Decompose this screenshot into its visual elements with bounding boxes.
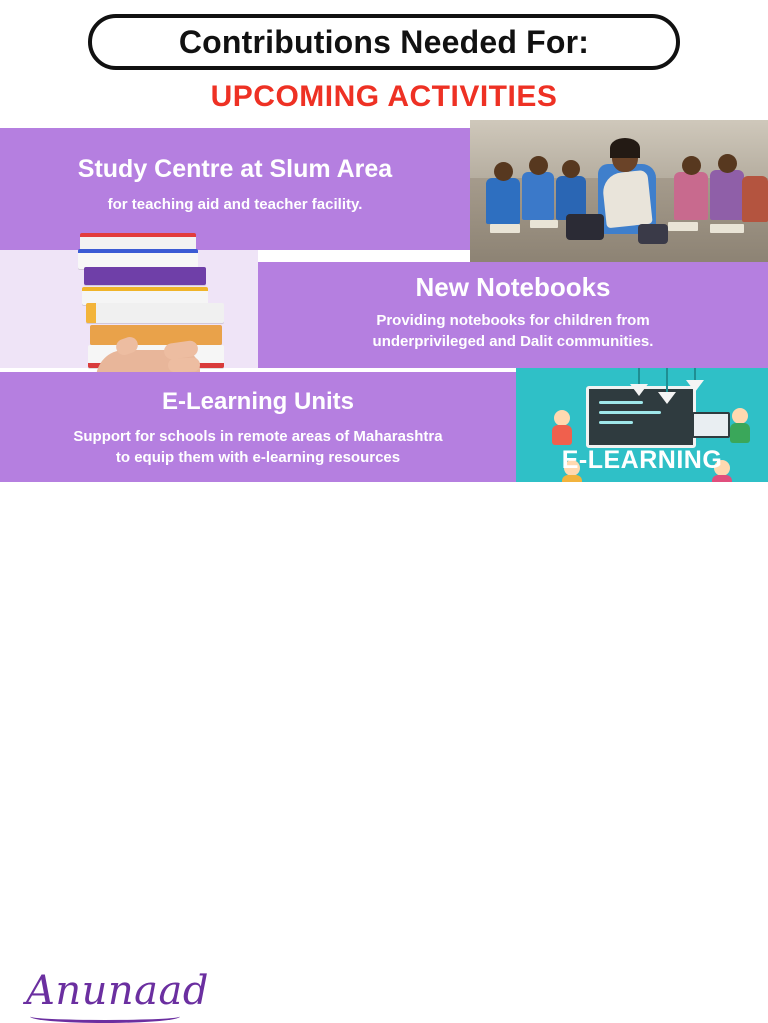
floor-book [668,222,698,231]
kid-head [732,408,748,424]
chalkboard-line [599,401,643,404]
lamp-icon [658,392,676,404]
student-figure [742,176,768,222]
brand-underline-icon [30,1010,180,1023]
lamp-cord [666,368,668,392]
school-bag [566,214,604,240]
student-figure [674,172,708,220]
kid-head [554,410,570,426]
lamp-icon [686,380,704,392]
floor-book [530,220,558,228]
student-head [529,156,548,175]
kid-body [552,425,572,445]
student-figure [710,170,744,220]
new-notebooks-description-line-1: Providing notebooks for children from [376,312,650,329]
chalkboard-line [599,411,661,414]
page-title: Contributions Needed For: [178,23,590,60]
e-learning-description-line-1: Support for schools in remote areas of Maharashtra [73,428,443,445]
section-new-notebooks [258,262,768,368]
student-head [494,162,513,181]
student-head [562,160,580,178]
finger [168,357,200,372]
e-learning-graphic-label: E-LEARNING [561,446,723,474]
page-subtitle: UPCOMING ACTIVITIES [210,80,558,113]
e-learning-description-line-2: to equip them with e-learning resources [115,449,401,466]
student-head [682,156,701,175]
chalkboard-line [599,421,633,424]
e-learning-title: E-Learning Units [161,388,354,415]
section-study-centre [0,128,470,250]
section-e-learning-units [0,372,516,482]
lamp-cord [638,368,640,384]
floor-book [490,224,520,233]
study-centre-description: for teaching aid and teacher facility. [107,196,363,213]
book [78,249,198,269]
floor-book [710,224,744,233]
brand-logo: Anunaad [26,968,209,1014]
kid-body [730,423,750,443]
lamp-cord [694,368,696,380]
teacher-scarf [601,170,652,229]
book [86,303,224,323]
teacher-hair [610,138,640,158]
poster-header [0,0,768,128]
e-learning-illustration [516,368,768,490]
book [84,267,206,285]
student-figure [522,172,554,220]
study-centre-title: Study Centre at Slum Area [77,155,393,183]
laptop-icon [692,412,730,438]
title-pill [88,14,680,70]
school-bag [638,224,668,244]
lamp-icon [630,384,648,396]
poster-footer [0,482,768,1014]
new-notebooks-description-line-2: underprivileged and Dalit communities. [372,333,654,350]
new-notebooks-title: New Notebooks [415,272,611,302]
student-figure [486,178,520,224]
new-notebooks-description [258,310,768,352]
classroom-photo [470,120,768,262]
student-head [718,154,737,173]
e-learning-description [0,426,516,468]
